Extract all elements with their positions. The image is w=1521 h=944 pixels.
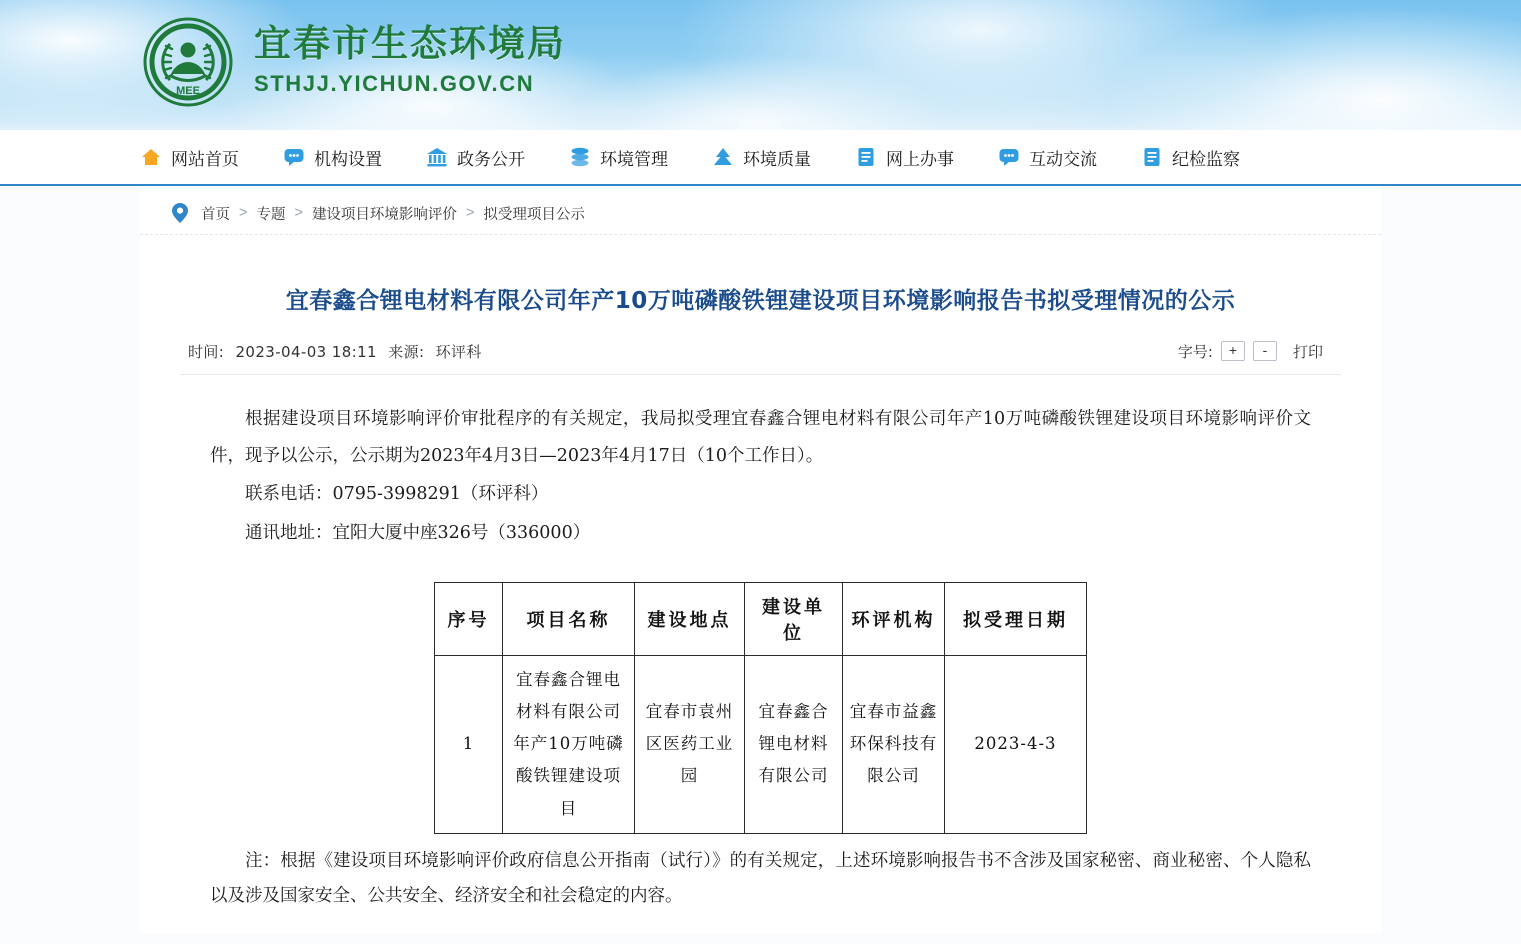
document-icon [1141,146,1163,168]
font-increase-button[interactable]: + [1221,341,1245,361]
meta-right [1178,341,1341,362]
project-table [434,582,1087,834]
mee-emblem-icon [140,14,236,110]
nav-item-organization[interactable] [283,145,382,170]
nav-label: 网站首页 [171,149,239,170]
nav-item-discipline-inspection[interactable] [1141,145,1240,170]
cell-org: 宜春市益鑫环保科技有限公司 [843,655,945,833]
meta-left [180,341,488,362]
source-label: 来源: [388,342,425,361]
col-header-no: 序号 [435,582,503,655]
font-decrease-button[interactable]: - [1253,341,1277,361]
cell-no: 1 [435,655,503,833]
article-note [140,834,1381,914]
cell-place: 宜春市袁州区医药工业园 [635,655,745,833]
nav-label: 政务公开 [457,149,525,170]
time-value: 2023-04-03 18:11 [235,342,378,361]
paragraph: 通讯地址：宜阳大厦中座326号（336000） [245,523,591,544]
article-meta [180,341,1341,375]
note-text: 注：根据《建设项目环境影响评价政府信息公开指南（试行）》的有关规定，上述环境影响报告书不含涉及国家秘密、商业秘密、个人隐私以及涉及国家安全、公共安全、经济安全和社会稳定的内容。 [210,850,1311,906]
nav-label: 环境质量 [743,149,811,170]
col-header-place: 建设地点 [635,582,745,655]
col-header-unit: 建设单位 [745,582,843,655]
nav-item-environment-quality[interactable] [712,145,811,170]
site-title-block [254,23,566,102]
nav-label: 网上办事 [886,149,954,170]
main-navigation[interactable] [0,130,1521,186]
nav-item-home[interactable] [140,145,239,170]
nav-label: 纪检监察 [1172,149,1240,170]
page-body [0,186,1521,944]
nav-item-environment-management[interactable] [569,145,668,170]
nav-label: 环境管理 [600,149,668,170]
site-title: 宜春市生态环境局 [254,21,566,65]
cell-name: 宜春鑫合锂电材料有限公司年产10万吨磷酸铁锂建设项目 [503,655,635,833]
table-row [435,655,1087,833]
nav-item-interaction[interactable] [998,145,1097,170]
cell-unit: 宜春鑫合锂电材料有限公司 [745,655,843,833]
paragraph: 根据建设项目环境影响评价审批程序的有关规定，我局拟受理宜春鑫合锂电材料有限公司年产10万吨磷酸铁锂建设项目环境影响评价文件，现予以公示，公示期为2023年4月3日—2023年4月17日（10个工作日）。 [210,408,1311,466]
page-title: 宜春鑫合锂电材料有限公司年产10万吨磷酸铁锂建设项目环境影响报告书拟受理情况的公示 [285,288,1236,315]
site-domain: STHJJ.YICHUN.GOV.CN [254,71,535,97]
cell-date: 2023-4-3 [945,655,1087,833]
breadcrumb-separator: > [294,205,303,221]
chat-icon [283,146,305,168]
table-header-row [435,582,1087,655]
print-button[interactable]: 打印 [1292,342,1323,361]
breadcrumb-item-eia[interactable]: 建设项目环境影响评价 [311,206,457,223]
mountain-icon [712,146,734,168]
home-icon [140,146,162,168]
breadcrumb-separator: > [239,205,248,221]
time-label: 时间: [188,342,225,361]
bank-icon [426,146,448,168]
paragraph: 联系电话：0795-3998291（环评科） [245,484,549,505]
document-icon [855,146,877,168]
source-value: 环评科 [435,342,482,361]
col-header-date: 拟受理日期 [945,582,1087,655]
chat-icon [998,146,1020,168]
layers-icon [569,146,591,168]
nav-item-government-affairs[interactable] [426,145,525,170]
breadcrumb [140,186,1381,235]
content-container [140,186,1381,934]
nav-label: 互动交流 [1029,149,1097,170]
breadcrumb-item-home[interactable]: 首页 [201,206,230,223]
breadcrumb-item-topic[interactable]: 专题 [256,206,286,223]
nav-label: 机构设置 [314,149,382,170]
breadcrumb-item-current[interactable]: 拟受理项目公示 [483,206,585,223]
project-table-wrapper [140,554,1381,834]
svg-text:MEE: MEE [176,85,200,97]
location-pin-icon [170,202,190,224]
article-body [140,375,1381,552]
banner-inner [140,14,566,110]
site-banner [0,0,1521,130]
col-header-name: 项目名称 [503,582,635,655]
breadcrumb-separator: > [465,205,475,221]
fontsize-label: 字号: [1177,342,1213,361]
col-header-org: 环评机构 [843,582,945,655]
nav-item-online-service[interactable] [855,145,954,170]
